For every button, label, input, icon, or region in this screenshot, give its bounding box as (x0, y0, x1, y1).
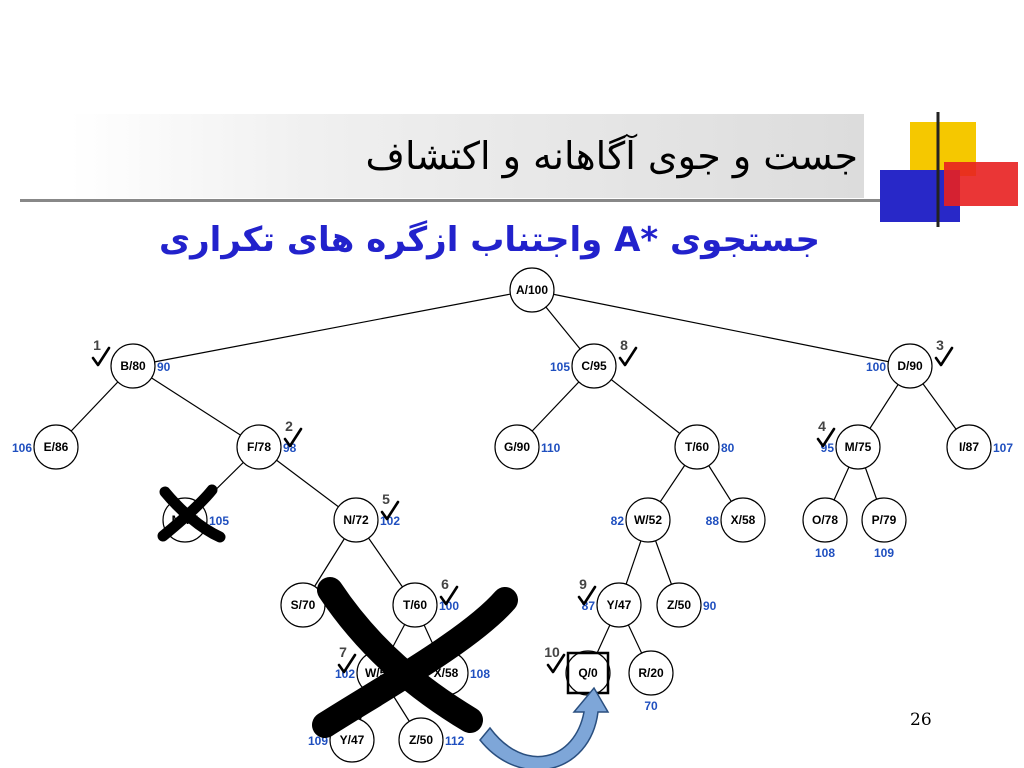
f-cost-label: 106 (11, 441, 32, 455)
nodes-layer (12, 268, 1013, 762)
f-cost-label: 98 (283, 441, 297, 455)
node-label: T/60 (402, 598, 428, 612)
node-label: S/70 (290, 598, 316, 612)
f-cost-label: 109 (873, 546, 895, 560)
node-label: M/75 (844, 440, 872, 454)
node-label: A/100 (515, 283, 549, 297)
node-label: Y/47 (339, 733, 365, 747)
node-label: Z/50 (408, 733, 434, 747)
node-O (803, 498, 847, 560)
node-B (93, 337, 171, 388)
f-cost-label: 110 (541, 441, 561, 455)
node-Y1 (579, 576, 641, 627)
node-label: W/52 (633, 513, 663, 527)
step-number: 10 (544, 644, 560, 660)
step-number: 3 (936, 337, 944, 353)
f-cost-label: 95 (820, 441, 834, 455)
page-number: 26 (910, 710, 932, 730)
node-Z1 (657, 583, 717, 627)
node-T2 (393, 576, 459, 627)
node-M (818, 418, 880, 469)
node-label: Y/47 (606, 598, 632, 612)
f-cost-label: 82 (610, 514, 624, 528)
node-F (237, 418, 301, 469)
node-T (675, 425, 735, 469)
node-label: Z/50 (666, 598, 692, 612)
f-cost-label: 100 (439, 599, 460, 613)
node-label: D/90 (897, 359, 923, 373)
node-A (510, 268, 554, 312)
step-number: 4 (818, 418, 826, 434)
f-cost-label: 87 (581, 599, 595, 613)
node-D (866, 337, 952, 388)
f-cost-label: 100 (865, 360, 886, 374)
node-R (629, 651, 673, 713)
node-label: X/58 (730, 513, 756, 527)
f-cost-label: 107 (993, 441, 1014, 455)
node-label: Q/0 (578, 666, 598, 680)
f-cost-label: 90 (703, 599, 717, 613)
node-G (495, 425, 561, 469)
node-C (550, 337, 636, 388)
step-number: 8 (620, 337, 628, 353)
f-cost-label: 110 (327, 599, 347, 613)
node-label: M/75 (171, 513, 199, 527)
node-label: I/87 (958, 440, 980, 454)
f-cost-label: 112 (445, 734, 465, 748)
node-label: O/78 (811, 513, 839, 527)
node-W1 (611, 498, 670, 542)
step-number: 7 (339, 644, 347, 660)
arrow-to-goal (480, 688, 608, 768)
node-label: P/79 (871, 513, 897, 527)
node-label: T/60 (684, 440, 710, 454)
overlay-layer (163, 490, 608, 768)
step-number: 1 (93, 337, 101, 353)
f-cost-label: 90 (157, 360, 171, 374)
f-cost-label: 108 (470, 667, 491, 681)
f-cost-label: 80 (721, 441, 735, 455)
f-cost-label: 102 (334, 667, 355, 681)
node-label: N/72 (343, 513, 369, 527)
step-number: 9 (579, 576, 587, 592)
edge-A-B (133, 290, 532, 366)
node-X1 (706, 498, 765, 542)
node-E (12, 425, 78, 469)
f-cost-label: 108 (814, 546, 836, 560)
node-label: R/20 (638, 666, 664, 680)
f-cost-label: 105 (549, 360, 570, 374)
step-number: 2 (285, 418, 293, 434)
slide-subtitle: جستجوی *A واجتناب ازگره های تکراری (158, 220, 820, 260)
node-label: B/80 (120, 359, 146, 373)
step-number: 5 (382, 491, 390, 507)
node-N (334, 491, 400, 542)
node-label: X/58 (433, 666, 459, 680)
node-label: F/78 (246, 440, 272, 454)
f-cost-label: 102 (380, 514, 401, 528)
node-label: W/52 (364, 666, 394, 680)
f-cost-label: 105 (209, 514, 230, 528)
step-number: 6 (441, 576, 449, 592)
f-cost-label: 70 (644, 699, 658, 713)
slide-title: جست و جوی آگاهانه و اکتشاف (365, 134, 858, 178)
node-label: G/90 (503, 440, 531, 454)
node-label: C/95 (581, 359, 607, 373)
f-cost-label: 88 (705, 514, 719, 528)
node-P (862, 498, 906, 560)
node-I (947, 425, 1013, 469)
node-Q (544, 644, 610, 695)
f-cost-label: 109 (307, 734, 328, 748)
node-label: E/86 (43, 440, 69, 454)
